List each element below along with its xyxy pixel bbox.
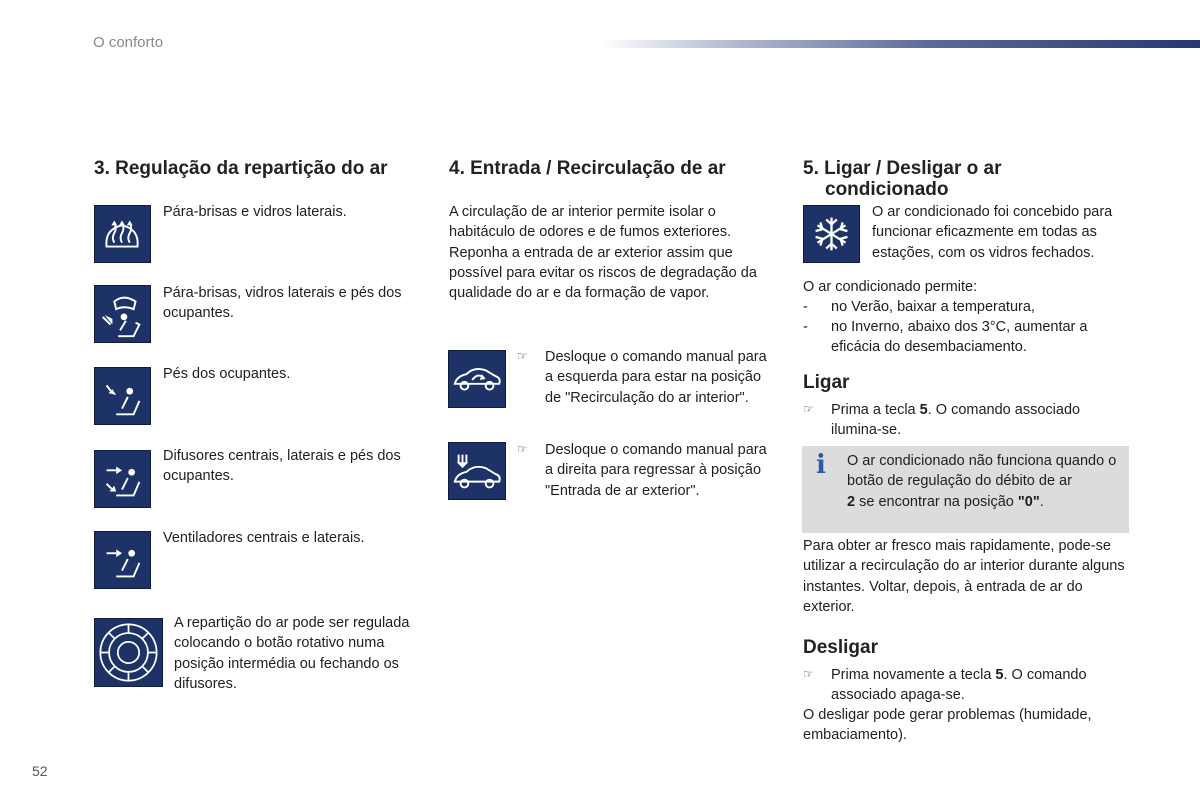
recirculation-icon xyxy=(448,350,506,408)
dial-text: A repartição do ar pode ser regulada colocando o botão rotativo numa posição intermédia ou fechando os difusores. xyxy=(174,615,410,692)
ac-text: O ar condicionado foi concebido para funcionar eficazmente em todas as estações, com os vidros fechados. xyxy=(872,204,1113,261)
header-bar xyxy=(600,40,1200,48)
col3-title-line2: condicionado xyxy=(825,179,949,200)
exterior-air-icon xyxy=(448,442,506,500)
feet-icon xyxy=(94,367,151,425)
page-number: 52 xyxy=(32,763,48,779)
dash-marker: - xyxy=(803,299,808,315)
col1-title: 3. Regulação da repartição do ar xyxy=(94,158,388,179)
permit-item: no Inverno, abaixo dos 3°C, aumentar a eficácia do desembaciamento. xyxy=(831,319,1088,356)
windshield-defrost-icon xyxy=(94,205,151,263)
distribution-dial-icon xyxy=(94,618,163,687)
permits-text: O ar condicionado permite: xyxy=(803,279,978,295)
col1-item-text: Ventiladores centrais e laterais. xyxy=(163,530,365,546)
col1-item-text: Pés dos ocupantes. xyxy=(163,366,291,382)
bullet-marker: ☞ xyxy=(803,402,814,416)
fresh-air-text: Para obter ar fresco mais rapidamente, pode-se utilizar a recirculação do ar interior durante alguns instantes. Voltar, depois, à entrada de ar do exterior. xyxy=(803,538,1125,615)
permit-item: no Verão, baixar a temperatura, xyxy=(831,299,1035,315)
col3-title-line1: 5. Ligar / Desligar o ar xyxy=(803,158,1002,179)
section-label: O conforto xyxy=(93,34,164,51)
bullet-marker: ☞ xyxy=(803,667,814,681)
col2-title: 4. Entrada / Recirculação de ar xyxy=(449,158,726,179)
note-text: O ar condicionado não funciona quando o botão de regulação do débito de ar 2 se encontrar na posição "0". xyxy=(847,453,1117,510)
col2-item-text: Desloque o comando manual para a esquerda para estar na posição de "Recirculação do ar interior". xyxy=(545,349,767,406)
off-title: Desligar xyxy=(803,637,878,658)
off-note: O desligar pode gerar problemas (humidade, embaciamento). xyxy=(803,707,1092,744)
on-text: Prima a tecla 5. O comando associado ilumina-se. xyxy=(831,402,1081,439)
vents-icon xyxy=(94,531,151,589)
vents-feet-icon xyxy=(94,450,151,508)
col1-item-text: Pára-brisas e vidros laterais. xyxy=(163,204,347,220)
windshield-feet-icon xyxy=(94,285,151,343)
bullet-marker: ☞ xyxy=(517,442,528,456)
col2-intro: A circulação de ar interior permite isolar o habitáculo de odores e de fumos exteriores. Reponha a entrada de ar exterior assim que possível para evitar os riscos de degradação da qualidade do ar e da formação de vapor. xyxy=(449,204,757,302)
col3-title xyxy=(803,158,1143,200)
off-text: Prima novamente a tecla 5. O comando associado apaga-se. xyxy=(831,667,1087,704)
col1-item-text: Difusores centrais, laterais e pés dos ocupantes. xyxy=(163,448,401,485)
snowflake-icon xyxy=(803,205,860,263)
on-title: Ligar xyxy=(803,372,850,393)
dash-marker: - xyxy=(803,319,808,335)
bullet-marker: ☞ xyxy=(517,349,528,363)
info-icon: i xyxy=(816,450,826,480)
col1-item-text: Pára-brisas, vidros laterais e pés dos ocupantes. xyxy=(163,285,402,322)
col2-item-text: Desloque o comando manual para a direita para regressar à posição "Entrada de ar exterior". xyxy=(545,442,767,499)
